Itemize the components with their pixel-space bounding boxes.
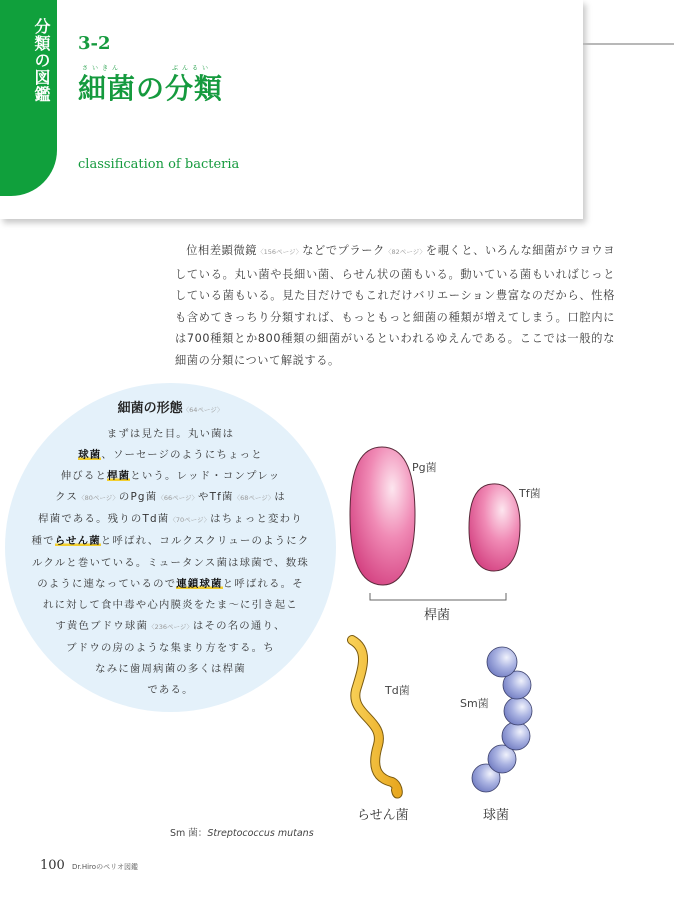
book-title: Dr.Hiroのペリオ図鑑	[72, 863, 138, 871]
page-ref: 〈82ページ〉	[384, 248, 426, 256]
page-ref: 〈236ページ〉	[148, 622, 193, 631]
body-text: ルクルと巻いている。ミュータンス菌は球菌で、数珠	[32, 556, 309, 569]
highlighted-term: らせん菌	[54, 535, 101, 548]
label-sm: Sm菌	[460, 697, 489, 710]
page-ref: 〈80ページ〉	[78, 494, 119, 503]
label-rod-group: 桿菌	[424, 608, 451, 623]
body-text: のように連なっているので	[37, 577, 177, 590]
page-ref: 〈66ページ〉	[157, 494, 199, 503]
body-text: 種で	[31, 535, 55, 548]
caption-species: Streptococcus mutans	[207, 828, 314, 839]
label-td: Td菌	[385, 684, 410, 697]
body-text: 伸びると	[60, 470, 108, 483]
body-text: という。レッド・コンプレッ	[130, 470, 281, 483]
page-title: 細菌の分類	[78, 72, 224, 105]
body-text: のPg菌	[118, 491, 158, 504]
page-ref: 〈156ページ〉	[257, 248, 303, 256]
caption-prefix: Sm 菌：	[170, 828, 208, 839]
rod-bracket	[370, 593, 506, 600]
figure-caption	[170, 825, 314, 839]
body-text: クス	[55, 491, 79, 504]
furigana-bunrui: ぶんるい	[172, 65, 213, 72]
sm-bacterium-chain	[472, 647, 532, 792]
intro-text-segment: などでプラーク	[302, 244, 385, 257]
chapter-tab-label: 分類の図鑑	[32, 18, 51, 103]
label-spiral-group: らせん菌	[357, 808, 409, 823]
body-text: なみに歯周病菌の多くは桿菌	[95, 663, 246, 676]
body-text: である。	[147, 684, 194, 697]
page-number: 100	[40, 858, 65, 873]
body-text: ブドウの房のような集まり方をする。ち	[66, 641, 275, 654]
label-tf: Tf菌	[519, 487, 541, 500]
body-text: は	[274, 491, 286, 504]
body-text: やTf菌	[198, 491, 234, 504]
page-subtitle: classification of bacteria	[78, 157, 240, 172]
body-text: と呼ばれ、コルクスクリューのようにク	[100, 535, 310, 548]
td-bacterium	[352, 640, 398, 794]
body-text: 桿菌である。残りのTd菌	[38, 513, 170, 526]
intro-text-segment: を覗くと、いろんな細菌がウヨウヨしている。丸い菌や長細い菌、らせん状の菌もいる。動いている菌もいればじっとしている菌もいる。見た目だけでもこれだけバリエーション豊富なのだから、性格も含めてきっちり分類すれば、もっともっと細菌の種類が増えてしまう。口腔内には700種類とか800種類の細菌がいるといわれるゆえんである。ここでは一般的な細菌の分類について解説する。	[175, 244, 615, 367]
body-text: 、ソーセージのようにちょっと	[101, 449, 263, 462]
furigana-saikin: さいきん	[82, 65, 123, 72]
morphology-title-text: 細菌の形態	[117, 401, 183, 416]
intro-text-segment: 位相差顕微鏡	[186, 244, 258, 257]
page-ref: 〈64ページ〉	[182, 406, 224, 414]
highlighted-term: 桿菌	[107, 470, 131, 483]
label-coccus-group: 球菌	[483, 808, 510, 823]
page-ref: 〈68ページ〉	[233, 494, 275, 503]
body-text: れに対して食中毒や心内膜炎をたま〜に引き起こ	[43, 598, 298, 611]
highlighted-term: 連鎖球菌	[176, 577, 223, 590]
tf-bacterium	[469, 484, 520, 571]
body-text: まずは見た目。丸い菌は	[106, 428, 235, 440]
pg-bacterium	[350, 447, 415, 585]
section-number: 3-2	[78, 33, 111, 54]
highlighted-term: 球菌	[78, 449, 102, 462]
body-text: と呼ばれる。そ	[222, 577, 304, 590]
body-text: す黄色ブドウ球菌	[55, 619, 149, 632]
label-pg: Pg菌	[412, 461, 437, 474]
body-text: はちょっと変わり	[210, 513, 303, 526]
page-ref: 〈70ページ〉	[169, 516, 211, 525]
body-text: はその名の通り、	[192, 619, 286, 632]
